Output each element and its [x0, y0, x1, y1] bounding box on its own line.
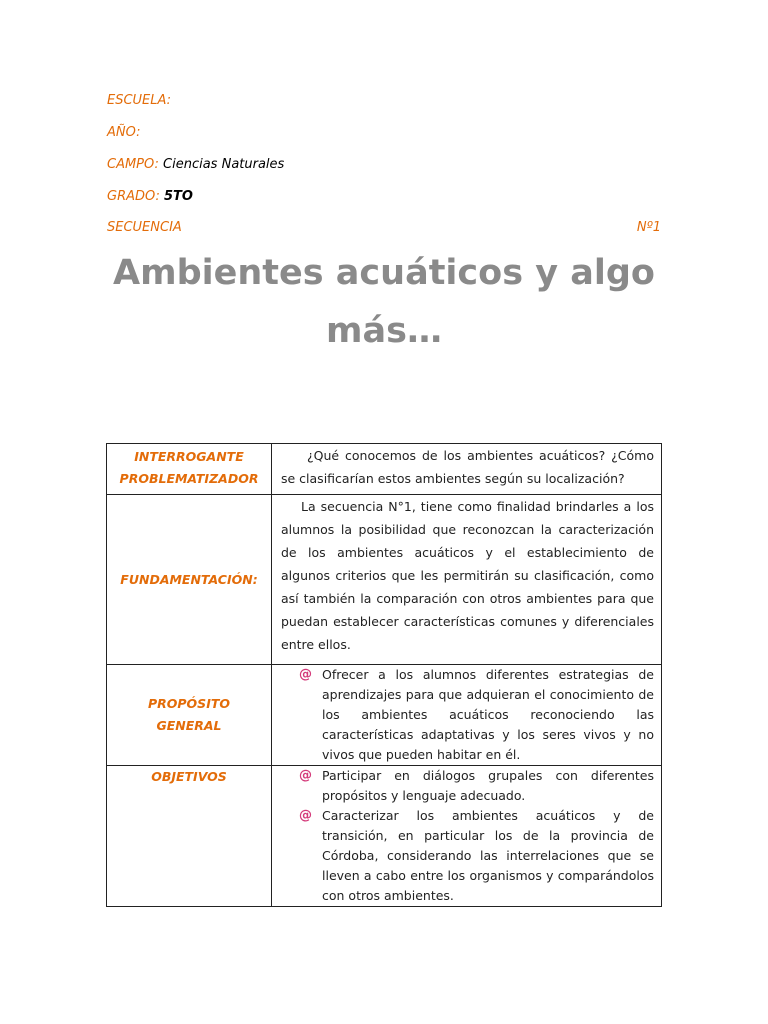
- objetivo-item-text: Participar en diálogos grupales con diferentes propósitos y lenguaje adecuado.: [322, 768, 654, 803]
- row-interrogante: [107, 444, 662, 495]
- interrogante-content-cell: [272, 444, 662, 495]
- header-campo: [107, 157, 284, 172]
- list-item: [299, 766, 654, 806]
- fundamentacion-content-cell: [272, 495, 662, 665]
- grado-value: 5TO: [164, 189, 193, 204]
- header-grado: [107, 189, 193, 204]
- fundamentacion-label: FUNDAMENTACIÓN:: [120, 571, 258, 587]
- title-line-1: Ambientes acuáticos y algo: [113, 253, 655, 293]
- list-item: [299, 665, 654, 765]
- anio-label: AÑO:: [107, 125, 141, 140]
- proposito-label-line2: GENERAL: [156, 718, 222, 733]
- at-bullet-icon: @: [299, 808, 312, 823]
- proposito-item-text: Ofrecer a los alumnos diferentes estrategias de aprendizajes para que adquieran el conocimiento de los ambientes acuáticos reconociendo las características adaptativas y los seres vivos y no vivos que pueden habitar en él.: [322, 667, 654, 762]
- interrogante-label-line2: PROBLEMATIZADOR: [119, 471, 259, 486]
- proposito-list: [272, 665, 661, 765]
- objetivos-content-cell: [272, 766, 662, 907]
- at-bullet-icon: @: [299, 768, 312, 783]
- at-bullet-icon: @: [299, 667, 312, 682]
- row-proposito: [107, 665, 662, 766]
- fundamentacion-text: La secuencia N°1, tiene como finalidad brindarles a los alumnos la posibilidad que reconozcan la caracterización de los ambientes acuáticos y el establecimiento de algunos criterios que les permitirán su clasificación, como así también la comparación con otros ambientes para que puedan establecer características comunes y diferenciales entre ellos.: [281, 499, 654, 652]
- secuencia-number: Nº1: [636, 220, 661, 235]
- proposito-content-cell: [272, 665, 662, 766]
- objetivos-label: OBJETIVOS: [151, 769, 227, 784]
- campo-value: Ciencias Naturales: [163, 157, 285, 172]
- page-title: [0, 244, 768, 360]
- objetivos-list: [272, 766, 661, 906]
- row-objetivos: [107, 766, 662, 907]
- campo-label: CAMPO:: [107, 157, 159, 172]
- list-item: [299, 806, 654, 906]
- header-secuencia: [107, 220, 661, 235]
- objetivos-label-cell: [107, 766, 272, 907]
- interrogante-label-line1: INTERROGANTE: [134, 449, 244, 464]
- proposito-label-line1: PROPÓSITO: [147, 696, 230, 711]
- proposito-label-cell: [107, 665, 272, 766]
- objetivo-item-text: Caracterizar los ambientes acuáticos y de transición, en particular los de la provincia de Córdoba, considerando las interrelaciones que se lleven a cabo entre los organismos y comparándolos con otros ambientes.: [322, 808, 654, 903]
- fundamentacion-label-cell: [107, 495, 272, 665]
- interrogante-text: ¿Qué conocemos de los ambientes acuáticos? ¿Cómo se clasificarían estos ambientes según su localización?: [281, 448, 654, 486]
- row-fundamentacion: [107, 495, 662, 665]
- interrogante-label-cell: [107, 444, 272, 495]
- header-anio: [107, 125, 140, 140]
- header-escuela: [107, 93, 171, 108]
- escuela-label: ESCUELA:: [107, 93, 172, 108]
- sequence-table: [106, 443, 662, 907]
- secuencia-label: SECUENCIA: [107, 220, 182, 235]
- grado-label: GRADO:: [107, 189, 160, 204]
- title-line-2: más…: [326, 311, 442, 351]
